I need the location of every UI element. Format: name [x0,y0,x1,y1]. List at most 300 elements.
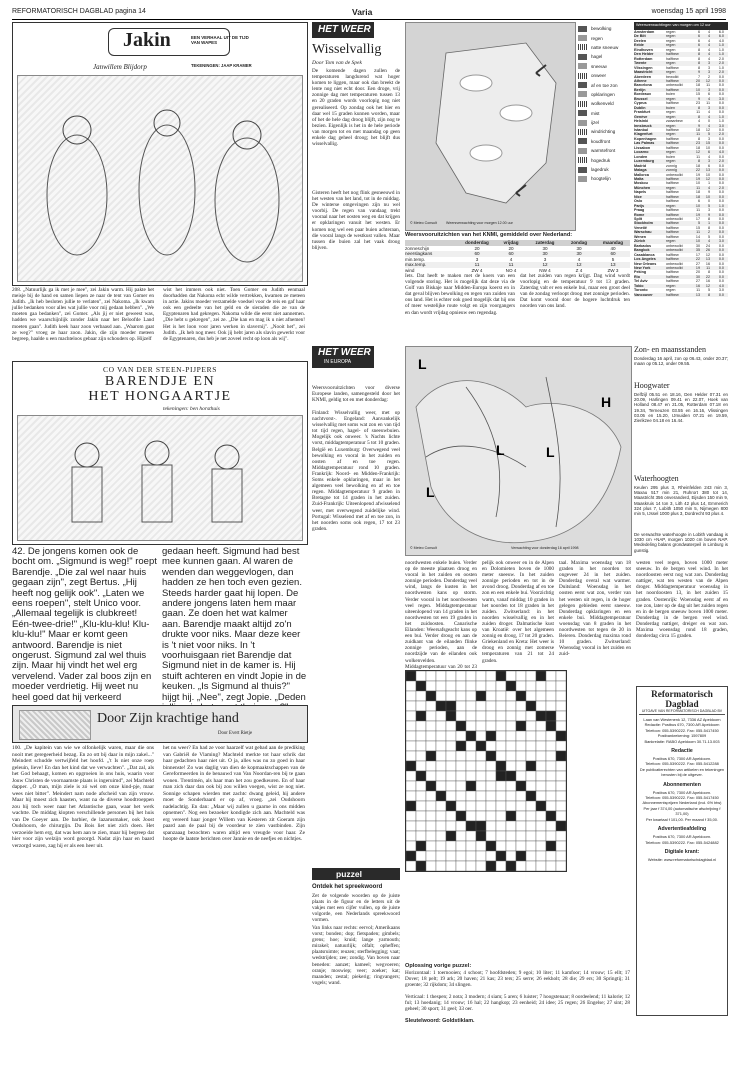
crossword-cell [456,701,466,711]
city-cell: 30 [695,274,700,279]
city-cell: 2 [707,230,710,235]
colophon-line: Website: www.reformatorischdagblad.nl [647,856,717,862]
crossword-cell [546,671,556,681]
crossword-cell [516,701,526,711]
city-cell: 0.0 [718,190,724,195]
knmi-table-cell: neerslagkans [405,251,433,257]
legend-symbol-icon [578,120,587,126]
legend-symbol-icon [578,54,587,60]
city-cell: buien [666,154,676,159]
crossword-cell [526,791,536,801]
crossword-cell [406,831,416,841]
city-cell: 3 [707,136,710,141]
city-cell: 0.0 [718,87,724,92]
city-cell: Lissabon [634,145,651,150]
jakin-subtitle: EEN VERHAAL UIT DE TIJD VAN WAPES [191,35,249,45]
door-zijn-vignette [19,710,91,740]
crossword-cell [486,761,496,771]
crossword-cell [436,731,446,741]
crossword-cell [416,741,426,751]
jakin-text-right: wist het immers ook niet. Toen Gomer en Judith eenmaal doorhadden dat Nakoma echt wilde vertrekken, kwamen ze meteen in actie. Jakins moeder verzamelde voedsel voor de reis en gaf haar ook een gedeelte van het geld en de sieraden die ze van de Egyptenaren had gekregen. Nakoma wilde die eerst niet aannemen. „Die hebt u gekregen", zei ze. „Die kan en mag ik u niet afnemen! Het is het loon voor jaren werken in slavernij". „Nooit het", zei Judith. „Ik heb nog meer. Ook jij hebt jaren als slavin gewerkt voor de Egyptenaren, dus heb je net zoveel recht op loon als wij". [163,287,305,342]
crossword-cell [556,841,566,851]
city-cell: 0.0 [718,136,724,141]
crossword-cell [536,771,546,781]
knmi-table-cell: ZW 3 [607,267,619,273]
crossword-cell [526,771,536,781]
crossword-cell [406,751,416,761]
city-cell: regen [666,132,676,137]
knmi-table-cell: zondag [570,240,588,245]
legend-item [578,146,630,155]
city-cell: 5 [707,288,710,293]
barendje-top-line: CO VAN DER STEEN-PIJPERS [103,365,217,374]
crossword-cell [486,851,496,861]
knmi-table-cell: zonneschijn [405,245,430,251]
colophon-line: Telefoon: 055-5390222. Fax: 055-5417450 [645,727,719,733]
crossword-cell [446,801,456,811]
weather-legend [578,24,630,184]
crossword-cell [556,821,566,831]
city-cell: Bordeaux [634,92,652,97]
legend-label: koudfront [591,138,611,144]
crossword-cell [436,761,446,771]
city-cell: 3.0 [718,96,724,101]
city-cell: 1.0 [718,43,724,48]
crossword-cell [496,831,506,841]
city-cell: 6 [697,38,700,43]
city-cell: regen [666,96,676,101]
page-header [12,5,726,20]
city-cell: halfbew [666,270,679,275]
crossword-cell [546,701,556,711]
city-cell: onbewolkt [666,172,683,177]
city-cell: Maastricht [634,70,653,75]
city-cell: 6 [697,199,700,204]
city-cell: 11 [696,208,700,213]
crossword-cell [536,731,546,741]
crossword-cell [446,741,456,751]
crossword-cell [456,861,466,871]
weather-intro2: Gisteren heeft het nog flink gesneeuwd in het westen van het land, tot in de middag. De winterse omgevingen zijn nu wel voorbij. De regen van vandaag trekt vooraal naar het oosten weg en dat krijgen er opklaringen vanuit het westen. Er komen nog wel een paar buien achteraan, die vooral langs de westkust vallen. Maar tussen die buien zal het vaak droog blijven. [312,190,401,251]
city-cell: halfbew [666,52,679,57]
city-cell: 19 [695,212,700,217]
crossword-cell [546,761,556,771]
city-cell: 0.0 [718,252,724,257]
crossword-cell [486,821,496,831]
crossword-cell [486,841,496,851]
city-cell: 13 [705,257,710,262]
legend-symbol-icon [578,176,587,182]
city-cell: Aberdeen [634,74,652,79]
crossword-cell [466,761,476,771]
city-cell: Mallorca [634,172,649,177]
city-cell: 0.0 [718,110,724,115]
crossword-cell [426,721,436,731]
crossword-cell [446,811,456,821]
crossword-cell [416,731,426,741]
city-cell: 4 [707,154,710,159]
knmi-table-cell: 5 [611,256,615,262]
crossword-cell [506,801,516,811]
crossword-cell [526,821,536,831]
colophon-line: Postbus 670, 7300 AR Apeldoorn. [652,834,712,840]
city-cell: Warschau [634,230,652,235]
crossword-cell [546,681,556,691]
crossword-cell [506,861,516,871]
city-cell: 4 [707,30,710,34]
city-cell: 0.0 [718,194,724,199]
city-cell: 18 [695,145,700,150]
crossword-cell [536,711,546,721]
city-cell: 0.0 [718,248,724,253]
city-cell: halfbew [666,199,679,204]
crossword-cell [446,721,456,731]
crossword-cell [496,771,506,781]
crossword-cell [476,731,486,741]
crossword-cell [406,841,416,851]
city-cell: Madrid [634,163,647,168]
crossword-cell [406,721,416,731]
city-cell: 19 [695,176,700,181]
city-cell: 9 [707,212,710,217]
cities-table-header: Weersverwachtingen van morgen om 12 uur [634,22,728,30]
crossword-cell [426,831,436,841]
city-cell: 1.0 [718,47,724,52]
city-cell: halfbew [666,87,679,92]
crossword-cell [456,681,466,691]
crossword-cell [476,771,486,781]
crossword-cell [456,811,466,821]
knmi-table-cell: 30 [576,251,582,257]
city-cell: 30 [695,243,700,248]
crossword-cell [476,831,486,841]
city-cell: 4.0 [718,38,724,43]
city-cell: 20 [695,270,700,275]
crossword-cell [406,801,416,811]
city-cell: 4 [707,38,710,43]
crossword-cell [436,721,446,731]
crossword-cell [466,681,476,691]
crossword-cell [456,781,466,791]
crossword-cell [436,701,446,711]
puzzel-banner [312,868,400,880]
crossword-cell [456,761,466,771]
legend-symbol-icon [578,110,587,116]
crossword-cell [476,781,486,791]
city-cell: regen [666,47,676,52]
crossword-cell [516,681,526,691]
knmi-table-cell: 40 [610,245,616,251]
crossword-cell [446,841,456,851]
legend-item [578,165,630,174]
crossword-cell [556,781,566,791]
svg-text:L: L [418,356,427,372]
city-cell: 12 [705,78,710,83]
city-cell: 8 [697,47,700,52]
crossword-cell [496,781,506,791]
city-cell: regen [666,159,676,164]
svg-text:L: L [426,484,435,500]
colophon-line: Postbus 670, 7300 AR Apeldoorn. [652,789,712,795]
crossword-cell [436,681,446,691]
crossword-cell [476,681,486,691]
city-cell: Deelen [634,38,647,43]
legend-label: hogedruk [591,157,611,163]
city-cell: Praag [634,208,645,213]
weather-intro: De komende dagen zullen de temperaturen langdurend wat hoger komen te liggen, maar ook dan breekt de lente nog niet echt door. Een droge, vrij zonnige dag met temperaturen tussen 13 en 20 graden words voorlopig nog niet gerealiseerd. Op zondag ook het hier en daar wel 15 graden kunnen worden, maar of het de hele dag droog blijft, zijn nog te bezien. Eigenlijk is het in de hele periode van morgen tot en met maandag op geen enkele dag geheel droog; het blijft dus wisselvallig. [312,68,400,148]
city-cell: 8 [707,270,710,275]
crossword-cell [526,831,536,841]
crossword-cell [516,861,526,871]
city-cell: 0.0 [718,234,724,239]
city-cell: halfbew [666,194,679,199]
crossword-cell [496,841,506,851]
door-zijn-banner [12,705,308,743]
colophon-subtitle: UITGAVE VAN REFORMATORISCH DAGBLAD BV [639,709,725,715]
europe-weather-map [405,346,632,556]
crossword-cell [446,771,456,781]
city-cell: Helsinki [634,119,649,124]
city-cell: 14 [695,234,700,239]
city-cell: 0.0 [718,78,724,83]
city-cell: bewolkt [666,74,679,79]
city-cell: 17 [695,217,700,222]
crossword-cell [436,781,446,791]
legend-item [578,71,630,80]
city-cell: Malta [634,176,644,181]
city-cell: 4 [707,47,710,52]
city-cell: halfbew [666,274,679,279]
city-cell: 11 [706,266,710,271]
crossword-cell [526,711,536,721]
knmi-table-cell: 3 [543,256,547,262]
city-cell: 6.0 [718,30,724,34]
city-cell: 0.0 [718,243,724,248]
legend-symbol-icon [578,73,587,79]
legend-item [578,127,630,136]
crossword-cell [496,671,506,681]
crossword-cell [446,681,456,691]
knmi-table-cell: 30 [576,245,582,251]
crossword-cell [486,711,496,721]
puzzel-solution2: Verticaal: 1 thespen; 2 nota; 3 modern; 4 siam; 5 aren; 6 luister; 7 hoogstenaar; 8 oordeelend; 11 kalorie; 12 ful; 13 hoedanig; 14 vrouw; 16 hal; 22 hangkop; 23 eenheid; 24 idee; 25 regen; 26 Engelse; 27 sint; 28 geheel; 30 sport; 31 geel; 33 oer. [405,994,630,1013]
knmi-table-title: Weersvooruitzichten van het KNMI, gemiddeld over Nederland: [405,232,573,238]
crossword-cell [476,671,486,681]
city-cell: 11 [706,83,710,88]
crossword-cell [526,751,536,761]
city-cell: 12 [705,252,710,257]
crossword-cell [466,711,476,721]
europe-map-shapes [406,347,631,555]
city-cell: Vancouver [634,292,653,297]
city-cell: 3 [707,61,710,66]
city-cell: 0.0 [718,145,724,150]
city-cell: halfbew [666,230,679,235]
crossword-cell [426,851,436,861]
crossword-cell [476,691,486,701]
crossword-cell [496,751,506,761]
waterhoogten-title: Waterhoogten [634,474,679,483]
crossword-cell [486,781,496,791]
crossword-cell [546,861,556,871]
crossword-cell [446,711,456,721]
city-cell: 4 [707,43,710,48]
city-cell: 20 [695,78,700,83]
puzzel-subtitle: Ontdek het spreekwoord [312,884,383,890]
city-cell: 0 [707,199,710,204]
knmi-table-cell: 4 [509,256,513,262]
crossword-cell [476,801,486,811]
colophon-line: Postbankrekening: 1597809 [657,733,707,739]
legend-label: af en toe zon [591,82,618,88]
crossword-cell [486,721,496,731]
city-cell: 15 [695,225,700,230]
city-cell: 1.0 [718,114,724,119]
city-cell: Las Palmas [634,141,655,146]
hoogwater-text: Delfzijl 05.51 en 18.16, Den Helder 07.31 en 20.09, Harlingen 09.41 en 22.07, Hoek van Holland 08.47 en 21.05, Rotterdam 07.18 en 19.34, Terneuzen 03.55 en 16.16, Vlissingen 03.05 en 15.20, IJmuiden 07.21 en 19.59, Zierikzee 04.18 en 16.44. [634,392,728,424]
city-cell: 15 [695,92,700,97]
city-cell: 2.0 [718,159,724,164]
city-cell: 0.0 [718,199,724,204]
city-cell: 5 [707,203,710,208]
crossword-cell [556,711,566,721]
barendje-text-left: 42. De jongens komen ook de bocht om. „Sigmund is weg!" roept Barendje. „Die zal wel naar huis gegaan zijn", zegt Bertus. „Hij heeft nog gelijk ook". „Laten we eens roepen", stelt Unico voor. „Allemaal tegelijk is clubkreet! Eén-twee-drie!" „Klu-klu-klu! Klu-klu-klu!" Maar er komt geen antwoord. Barendje is niet ongerust. Sigmund zal wel thuis zijn. Maar hij vindt het wel erg vervelend. Vader zal boos zijn en moeder verdrietig. Hij weet nu heel goed dat hij verkeerd [12,546,157,703]
crossword-cell [476,711,486,721]
colophon-line: Abonnementen [663,781,701,788]
crossword-cell [406,741,416,751]
crossword-cell [486,751,496,761]
crossword-cell [466,821,476,831]
puzzel-sleutel: Sleutelwoord: Goldstiklam. [405,1018,475,1024]
crossword-cell [486,701,496,711]
crossword-cell [436,771,446,781]
crossword-cell [446,751,456,761]
crossword-cell [436,821,446,831]
jakin-figures [17,75,301,280]
city-cell: 2.0 [718,61,724,66]
colophon-line: Redactie [671,748,693,755]
crossword-cell [416,791,426,801]
colophon-line: Per jaar f 374,00 (automatische afschrijving f 371,00) [643,805,721,817]
crossword-cell [486,671,496,681]
city-cell: 0.0 [718,217,724,222]
crossword-cell [406,821,416,831]
crossword-cell [516,671,526,681]
crossword-cell [516,831,526,841]
city-cell: 23 [695,101,700,106]
crossword-cell [526,811,536,821]
crossword-cell [426,731,436,741]
header-date: woensdag 15 april 1998 [651,8,726,15]
crossword-cell [536,751,546,761]
crossword-svg [406,671,566,871]
crossword-cell [526,681,536,691]
city-cell: onbewolkt [666,266,683,271]
crossword-cell [556,761,566,771]
crossword-cell [516,731,526,741]
crossword-cell [536,801,546,811]
city-row [634,293,728,297]
crossword-cell [516,721,526,731]
legend-item [578,24,630,33]
legend-item [578,137,630,146]
crossword-cell [406,861,416,871]
crossword-cell [506,761,516,771]
crossword-cell [446,781,456,791]
crossword-cell [466,811,476,821]
crossword-cell [506,731,516,741]
crossword-cell [466,691,476,701]
legend-label: warmtefront [591,148,616,154]
crossword-cell [476,811,486,821]
city-cell: buien [666,92,676,97]
crossword-cell [546,781,556,791]
city-cell: 0.0 [718,168,724,173]
city-cell: Istanbul [634,127,649,132]
city-cell: 0.0 [718,270,724,275]
crossword-cell [526,741,536,751]
city-cell: 3 [707,70,710,75]
crossword-cell [426,671,436,681]
city-cell: 3.0 [718,239,724,244]
legend-label: natte sneeuw [591,44,619,50]
crossword-cell [506,771,516,781]
colophon-line: Laan van Westenenk 12, 7336 AZ Apeldoorn [643,717,721,722]
crossword-cell [416,811,426,821]
city-cell: 16 [695,283,700,288]
crossword-cell [456,671,466,681]
legend-symbol-icon [578,26,587,32]
barendje-title-line2: HET HONGAARTJE [88,389,232,404]
knmi-table-cell: 20 [508,245,514,251]
legend-item [578,62,630,71]
crossword-cell [496,851,506,861]
city-cell: regen [666,239,676,244]
city-cell: New York [634,266,651,271]
cities-rows [634,30,728,297]
city-cell: 6 [697,34,700,39]
crossword-cell [456,771,466,781]
crossword-cell [496,791,506,801]
crossword-cell [406,671,416,681]
city-cell: 6 [697,43,700,48]
crossword-cell [466,721,476,731]
city-cell: 0.0 [718,172,724,177]
city-cell: buien [666,105,676,110]
crossword-cell [526,761,536,771]
city-cell: Innsbruck [634,123,652,128]
city-cell: regen [666,150,676,155]
legend-item [578,99,630,108]
door-zijn-author: Door Evert Rietje [218,731,253,736]
crossword-cell [476,721,486,731]
crossword-cell [516,691,526,701]
knmi-table-cell: 60 [474,251,480,257]
city-cell: Oslo [634,199,643,204]
crossword-cell [466,781,476,791]
crossword-cell [416,801,426,811]
crossword-cell [556,831,566,841]
crossword-cell [556,741,566,751]
city-cell: onbewolkt [666,261,683,266]
city-cell: 0.0 [718,221,724,226]
crossword-cell [476,751,486,761]
jakin-text-left: 208. „Natuurlijk ga ik met je mee", zei Jakin warm. Hij pakte het meisje bij de hand en samen liepen ze naar de tent van Gomer en Judith. „Ik heb besloten jullie te verlaten", zei Nakoma. „Ik kwam jullie bedanken voor alles wat jullie voor mij gedaan hebben". „We moeten gaa bedanken", zei Gomer. „Als jij er niet geweest was, hadden we waarschijnlijk zonder Jakin naar het Beloofde Land moeten gaan". Judith keek haar zoon verbaasd aan. „Waarom gaat ze weg?" vroeg ze haar zoon. Jakin, die zijn moeder meteen begreep, haalde u een machteloos gebaar zijn schouders op. Hijzelf [12,287,154,342]
weather-logo-text: HET WEER [318,24,371,35]
city-cell: Zürich [634,239,646,244]
crossword-cell [416,681,426,691]
city-cell: regen [666,110,676,115]
